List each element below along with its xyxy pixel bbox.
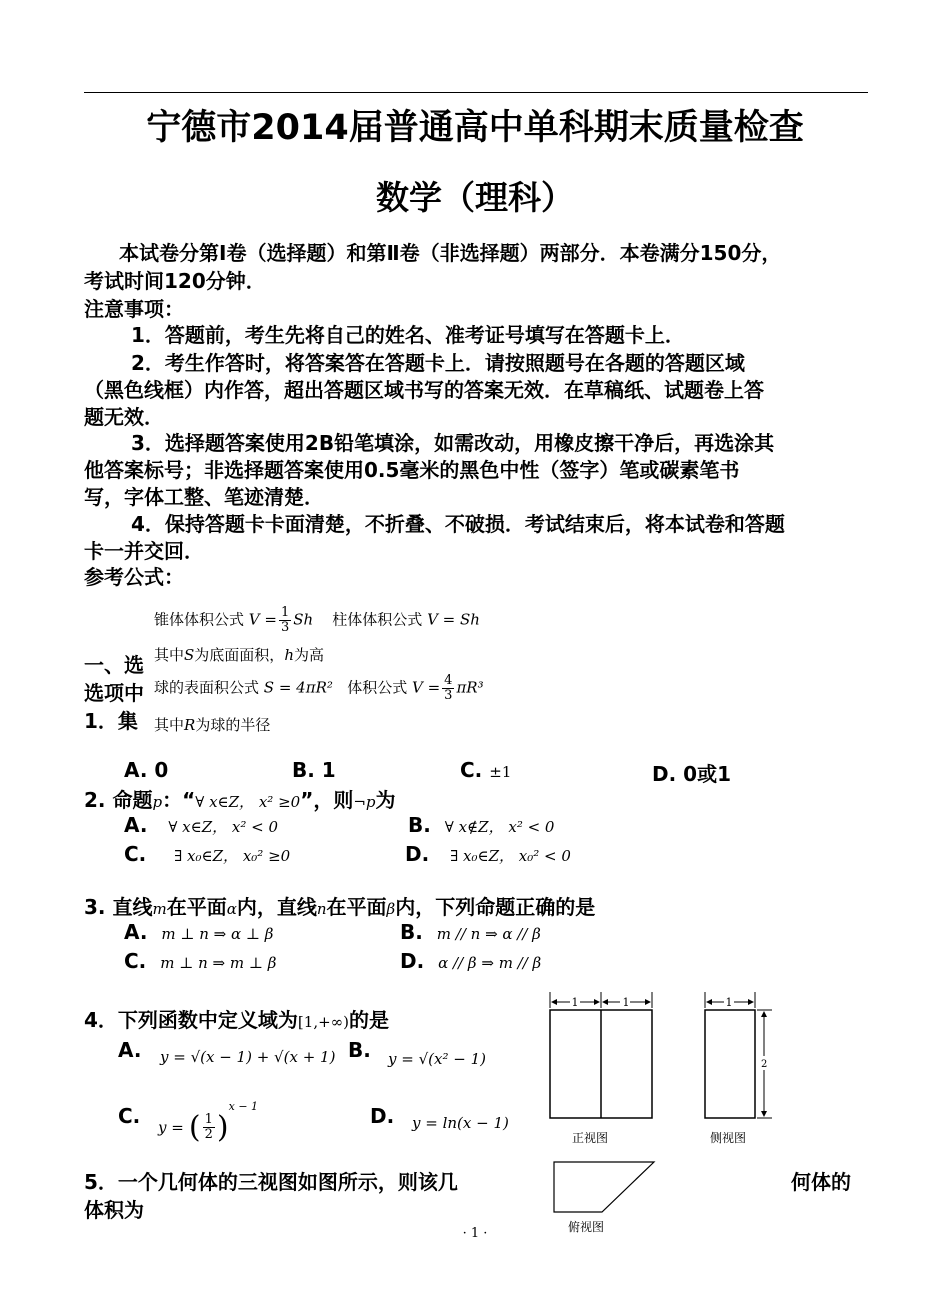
note-2b: （黑色线框）内作答，超出答题区域书写的答案无效．在草稿纸、试题卷上答 [84,378,764,402]
q4-option-c: y = ( $\frac{1}{2}$ )$^{x - 1}$ [158,1100,259,1145]
q2-option-d: D. ∃ x₀∈Z， x₀² < 0 [405,842,571,866]
note-3c: 写，字体工整、笔迹清楚． [84,485,324,509]
q5-stem-b: 何体的 [791,1170,851,1194]
side-dim-width: 1 [725,996,733,1009]
q4-stem: 4．下列函数中定义域为[1,+∞)的是 [84,1008,390,1032]
section1-line-1: 一、选 [84,653,144,677]
q4-option-c-label: C. [118,1104,141,1128]
side-view-label: 侧视图 [709,1131,747,1145]
intro-line-1: 本试卷分第Ⅰ卷（选择题）和第Ⅱ卷（非选择题）两部分．本卷满分150分， [119,241,782,265]
page-number: · 1 · [462,1226,488,1241]
note-2c: 题无效． [84,405,164,429]
exam-subtitle: 数学（理科） [376,178,574,217]
header-rule [84,92,868,93]
front-dim-1: 1 [571,996,579,1009]
q4-option-a: y = √(x − 1) + √(x + 1) [160,1048,336,1066]
q2-stem: 2. 命题p：“∀ x∈Z， x² ≥0”，则¬p为 [84,788,396,812]
q5-stem-c: 体积为 [84,1198,144,1222]
front-view [550,992,652,1145]
q4-option-a-label: A. [118,1038,142,1062]
q4-option-b-label: B. [348,1038,371,1062]
note-3a: 3．选择题答案使用2B铅笔填涂，如需改动，用橡皮擦干净后，再选涂其 [131,431,775,455]
three-view-figure [540,990,780,1240]
top-view [554,1162,654,1234]
side-dim-height: 2 [761,1059,768,1070]
q5-stem-a: 5．一个几何体的三视图如图所示，则该几 [84,1170,458,1194]
formula-cone: 锥体体积公式 V = $\frac{1}{3}$ Sh 柱体体积公式 V = Sh [154,605,480,635]
q2-option-c: C. ∃ x₀∈Z， x₀² ≥0 [124,842,291,866]
top-view-label: 俯视图 [567,1220,605,1234]
note-4a: 4．保持答题卡卡面清楚，不折叠、不破损．考试结束后，将本试卷和答题 [131,512,785,536]
intro-line-2: 考试时间120分钟． [84,269,266,293]
q1-option-b: B. 1 [292,758,336,782]
formula-box [150,600,530,740]
notes-heading: 注意事项： [84,297,184,321]
q2-option-b: B. ∀ x∉Z， x² < 0 [408,813,555,837]
q1-stem: 1．集 [84,709,138,733]
q4-option-b: y = √(x² − 1) [388,1050,486,1068]
note-1: 1．答题前，考生先将自己的姓名、准考证号填写在答题卡上． [131,323,685,347]
q3-option-d: D. α // β ⇒ m // β [400,949,542,973]
note-2a: 2．考生作答时，将答案答在答题卡上．请按照题号在各题的答题区域 [131,351,745,375]
q1-option-a: A. 0 [124,758,169,782]
front-dim-2: 1 [622,996,630,1009]
formula-note-1: 其中S为底面面积，h为高 [154,646,324,664]
exam-title: 宁德市2014届普通高中单科期末质量检查 [146,108,804,148]
formula-note-2: 其中R为球的半径 [154,716,271,734]
q2-option-a: A. ∀ x∈Z， x² < 0 [124,813,279,837]
side-view [705,992,772,1145]
q4-option-d-label: D. [370,1104,395,1128]
q3-option-a: A. m ⊥ n ⇒ α ⊥ β [124,920,274,944]
q3-stem: 3. 直线m在平面α内，直线n在平面β内，下列命题正确的是 [84,895,596,919]
q3-option-b: B. m // n ⇒ α // β [400,920,541,944]
section1-line-2: 选项中 [84,681,144,705]
q4-option-d: y = ln(x − 1) [412,1114,509,1132]
formula-heading: 参考公式： [84,565,184,589]
front-view-label: 正视图 [571,1131,609,1145]
note-3b: 他答案标号；非选择题答案使用0.5毫米的黑色中性（签字）笔或碳素笔书 [84,458,740,482]
note-4b: 卡一并交回． [84,539,204,563]
q1-option-c: C. ±1 [460,758,512,782]
q1-option-d: D. 0或1 [652,762,731,786]
formula-sphere: 球的表面积公式 S = 4πR² 体积公式 V = $\frac{4}{3}$ πR³ [154,673,484,703]
q3-option-c: C. m ⊥ n ⇒ m ⊥ β [124,949,277,973]
